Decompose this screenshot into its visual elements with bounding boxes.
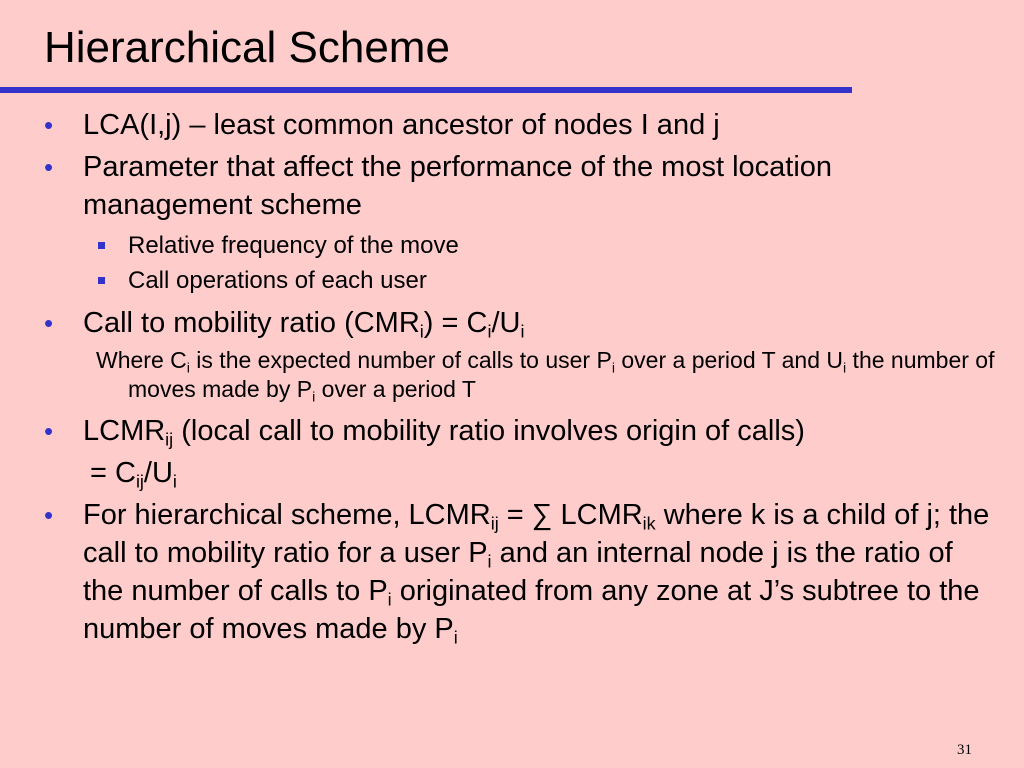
bullet-parameters (0, 148, 1000, 224)
bullet-hierarchical-lcmr (0, 496, 1000, 648)
bullet-text: For hierarchical scheme, $LCMR_{ij}$ = ∑ $LCMR_{ik}$ where k is a child of j; the call to mobility ratio for a user $P_i$ and an internal node j is the ratio of the number of calls to $P_i$ originated from any zone at J’s subtree to the number of moves made by $P_i$ (83, 499, 990, 648)
bullet-text: Parameter that affect the performance of the most location management scheme (83, 151, 833, 221)
bullet-text: $LCMR_{ij}$ (local call to mobility ratio involves origin of calls) (83, 415, 805, 450)
bullet-cmr (0, 304, 1000, 342)
sub-bullet-move-frequency (0, 228, 1000, 263)
sub-bullet-text: Call operations of each user (128, 267, 427, 294)
bullet-dot-icon: • (44, 500, 54, 530)
bullet-text: Call to mobility ratio $(CMR_i) = C_i/U_i$ (83, 307, 525, 342)
cmr-definition-note: Where $C_i$ is the expected number of calls to user $P_i$ over a period T and $U_i$ the number of moves made by $P_i$ over a period T (96, 347, 995, 406)
slide-body (0, 106, 1000, 652)
bullet-dot-icon: • (44, 110, 54, 140)
bullet-dot-icon: • (44, 416, 54, 446)
lcmr-equation: = $C_{ij}/U_i$ (90, 457, 177, 492)
sub-bullet-call-operations (0, 263, 1000, 298)
bullet-dot-icon: • (44, 152, 54, 182)
square-bullet-icon (98, 242, 105, 249)
slide-title: Hierarchical Scheme (44, 23, 450, 72)
bullet-text: LCA(I,j) – least common ancestor of nodes I and j (83, 109, 720, 141)
bullet-lca (0, 106, 1000, 144)
square-bullet-icon (98, 277, 105, 284)
bullet-lcmr (0, 412, 1000, 450)
sub-bullet-text: Relative frequency of the move (128, 232, 459, 259)
page-number: 31 (957, 742, 972, 758)
title-underline (0, 87, 852, 93)
bullet-dot-icon: • (44, 308, 54, 338)
